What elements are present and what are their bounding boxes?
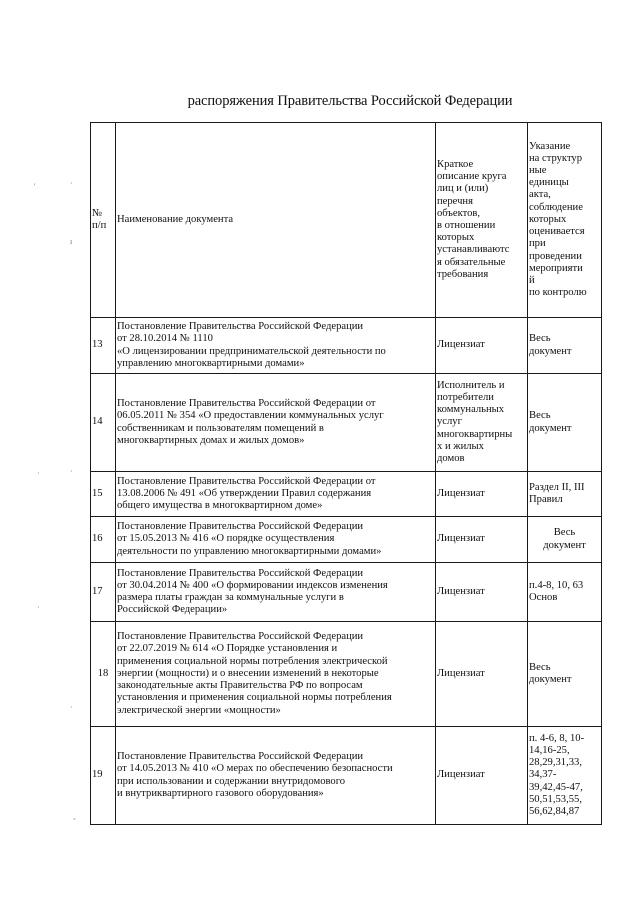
- subject-description: Лицензиат: [436, 727, 528, 825]
- table-row: [91, 727, 602, 825]
- row-number: 18: [91, 622, 116, 727]
- scan-speck: ˇ: [73, 817, 76, 826]
- subject-description: Лицензиат: [436, 563, 528, 622]
- document-name: Постановление Правительства Российской Федерации от 14.05.2013 № 410 «О мерах по обеспечению безопасности при использовании и содержании внутридомового и внутриквартирного газового оборудования»: [116, 727, 436, 825]
- structural-units: Весь документ: [528, 622, 602, 727]
- table-row: [91, 563, 602, 622]
- row-number: 16: [91, 517, 116, 563]
- scan-speck: ·: [70, 467, 73, 476]
- row-number: 19: [91, 727, 116, 825]
- scan-speck: ': [34, 182, 36, 191]
- column-header-structural-units: Указание на структур ные единицы акта, соблюдение которых оценивается при проведении мероприяти й по контролю: [528, 123, 602, 318]
- row-number: 15: [91, 472, 116, 517]
- row-number: 13: [91, 318, 116, 374]
- subject-description: Исполнитель и потребители коммунальных услуг многоквартирны х и жилых домов: [436, 374, 528, 472]
- subject-description: Лицензиат: [436, 318, 528, 374]
- row-number: 14: [91, 374, 116, 472]
- row-number: 17: [91, 563, 116, 622]
- page-title: распоряжения Правительства Российской Федерации: [187, 93, 513, 109]
- document-name: Постановление Правительства Российской Федерации от 15.05.2013 № 416 «О порядке осуществления деятельности по управлению многоквартирными домами»: [116, 517, 436, 563]
- subject-description: Лицензиат: [436, 622, 528, 727]
- document-name: Постановление Правительства Российской Федерации от 30.04.2014 № 400 «О формировании индексов изменения размера платы граждан за коммунальные услуги в Российской Федерации»: [116, 563, 436, 622]
- structural-units: п. 4-6, 8, 10- 14,16-25, 28,29,31,33, 34,37- 39,42,45-47, 50,51,53,55, 56,62,84,87: [528, 727, 602, 825]
- scan-speck: ·: [70, 179, 73, 188]
- structural-units: п.4-8, 10, 63 Основ: [528, 563, 602, 622]
- document-name: Постановление Правительства Российской Федерации от 22.07.2019 № 614 «О Порядке установления и применения социальной нормы потребления электрической энергии (мощности) и о внесении изменений в некоторые законодательные акты Правительства РФ по вопросам установления и применения социальной нормы потребления электрической энергии «мощности»: [116, 622, 436, 727]
- column-header-num: № п/п: [91, 123, 116, 318]
- column-header-name: Наименование документа: [116, 123, 436, 318]
- document-name: Постановление Правительства Российской Федерации от 28.10.2014 № 1110 «О лицензировании предпринимательской деятельности по управлению многоквартирными домами»: [116, 318, 436, 374]
- subject-description: Лицензиат: [436, 517, 528, 563]
- structural-units: Весь документ: [528, 374, 602, 472]
- scan-speck: ı: [70, 237, 73, 246]
- table-header-row: [91, 123, 602, 318]
- table-row: [91, 472, 602, 517]
- requirements-table: [90, 122, 602, 825]
- column-header-description: Краткое описание круга лиц и (или) перечня объектов, в отношении которых устанавливаютс я обязательные требования: [436, 123, 528, 318]
- structural-units: Весь документ: [528, 517, 602, 563]
- structural-units: Весь документ: [528, 318, 602, 374]
- table-row: [91, 374, 602, 472]
- table-row: [91, 622, 602, 727]
- table-row: [91, 517, 602, 563]
- subject-description: Лицензиат: [436, 472, 528, 517]
- scan-speck: ·: [37, 469, 40, 478]
- table-row: [91, 318, 602, 374]
- document-name: Постановление Правительства Российской Федерации от 06.05.2011 № 354 «О предоставлении коммунальных услуг собственникам и пользователям помещений в многоквартирных домах и жилых домов»: [116, 374, 436, 472]
- structural-units: Раздел II, III Правил: [528, 472, 602, 517]
- document-name: Постановление Правительства Российской Федерации от 13.08.2006 № 491 «Об утверждении Правил содержания общего имущества в многоквартирном доме»: [116, 472, 436, 517]
- scan-speck: ·: [70, 703, 73, 712]
- scan-speck: ·: [37, 603, 40, 612]
